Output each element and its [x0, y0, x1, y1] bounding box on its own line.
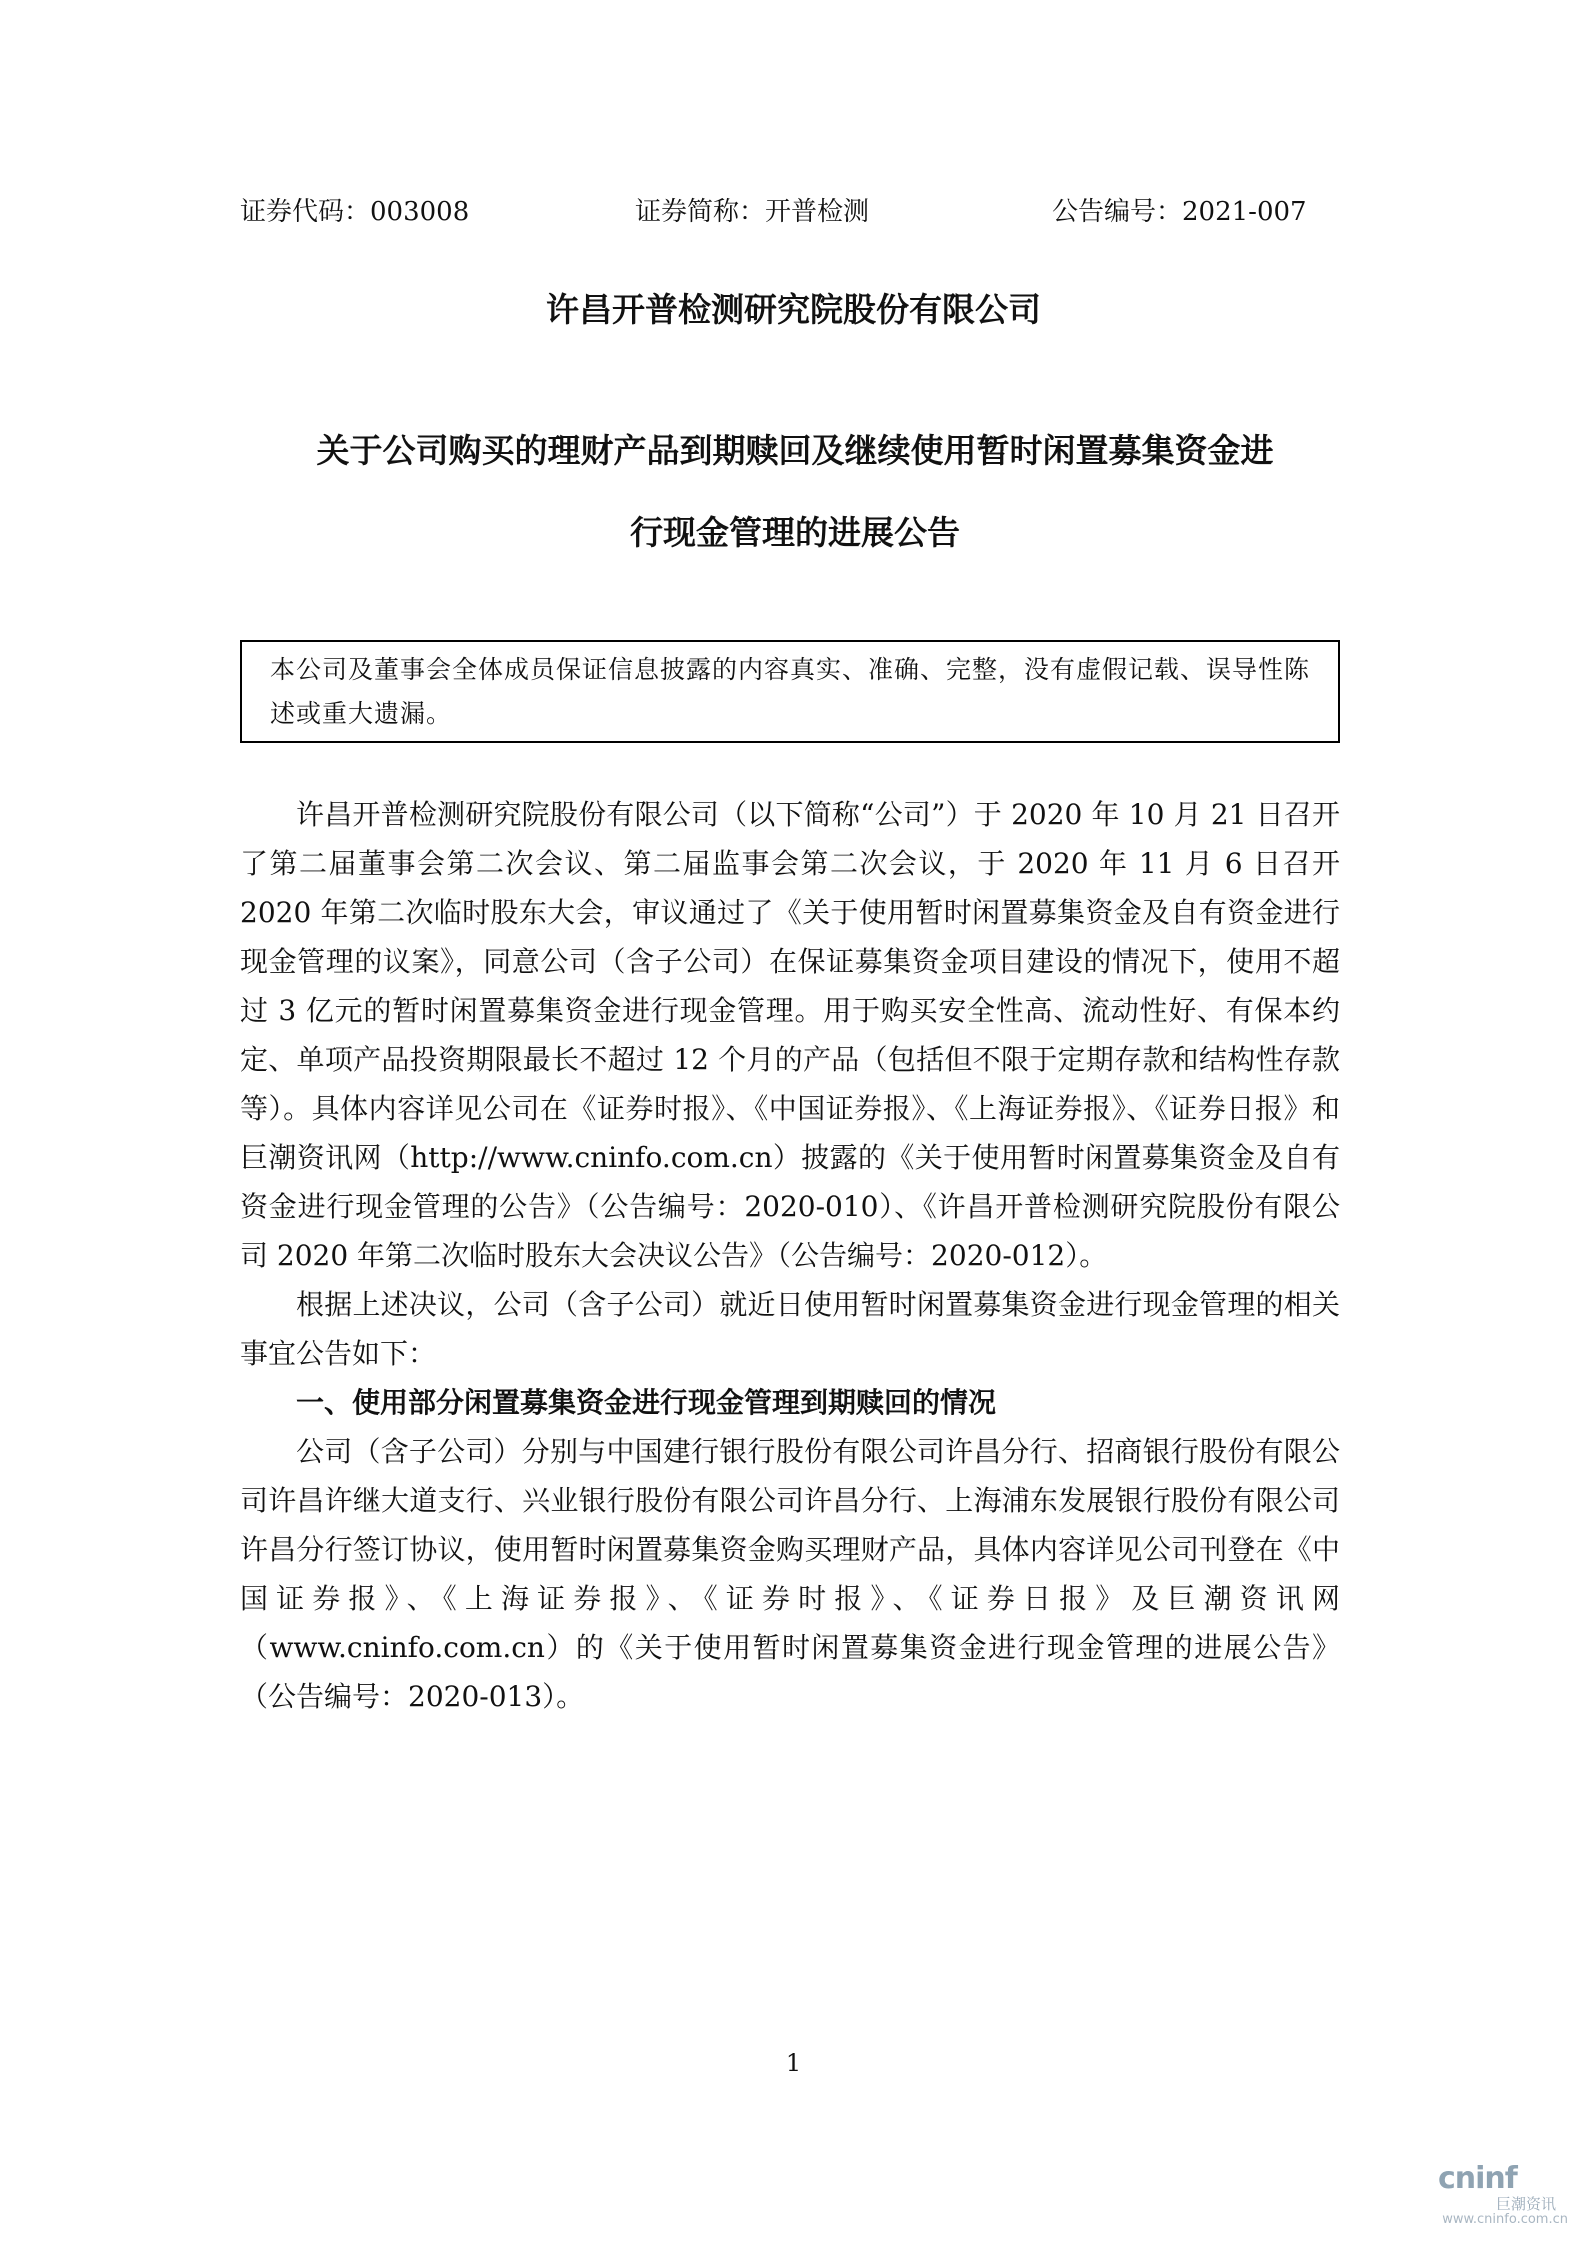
document-title	[240, 410, 1350, 574]
document-title-line-2: 行现金管理的进展公告	[630, 513, 960, 552]
company-title: 许昌开普检测研究院股份有限公司	[546, 290, 1041, 329]
securities-code: 证券代码：003008	[240, 197, 470, 227]
cninfo-watermark	[1438, 2162, 1570, 2228]
body-paragraph: 许昌开普检测研究院股份有限公司（以下简称“公司”）于 2020 年 10 月 21 日召开了第二届董事会第二次会议、第二届监事会第二次会议，于 2020 年 11 月 6 日召开 2020 年第二次临时股东大会，审议通过了《关于使用暂时闲置募集资金及自有资金进行现金管理的议案》，同意公司（含子公司）在保证募集资金项目建设的情况下，使用不超过 3 亿元的暂时闲置募集资金进行现金管理。用于购买安全性高、流动性好、有保本约定、单项产品投资期限最长不超过 12 个月的产品（包括但不限于定期存款和结构性存款等）。具体内容详见公司在《证券时报》、《中国证券报》、《上海证券报》、《证券日报》和巨潮资讯网（http://www.cninfo.com.cn）披露的《关于使用暂时闲置募集资金及自有资金进行现金管理的公告》（公告编号：2020-010）、《许昌开普检测研究院股份有限公司 2020 年第二次临时股东大会决议公告》（公告编号：2020-012）。	[240, 798, 1340, 1272]
securities-short-name: 证券简称：开普检测	[635, 197, 870, 227]
body-paragraph: 根据上述决议，公司（含子公司）就近日使用暂时闲置募集资金进行现金管理的相关事宜公告如下：	[240, 1288, 1340, 1370]
cninfo-logo-text: cninf	[1438, 2161, 1517, 2196]
body-paragraph: 公司（含子公司）分别与中国建行银行股份有限公司许昌分行、招商银行股份有限公司许昌许继大道支行、兴业银行股份有限公司许昌分行、上海浦东发展银行股份有限公司许昌分行签订协议，使用暂时闲置募集资金购买理财产品，具体内容详见公司刊登在《中国证券报》、《上海证券报》、《证券时报》、《证券日报》及巨潮资讯网（www.cninfo.com.cn）的《关于使用暂时闲置募集资金进行现金管理的进展公告》（公告编号：2020-013）。	[240, 1435, 1340, 1713]
section-heading: 一、使用部分闲置募集资金进行现金管理到期赎回的情况	[296, 1386, 997, 1419]
document-body	[240, 790, 1340, 1721]
page-number: 1	[785, 2049, 802, 2077]
cninfo-logo-url: www.cninfo.com.cn	[1442, 2212, 1568, 2227]
disclaimer-box	[240, 640, 1340, 743]
disclaimer-text: 本公司及董事会全体成员保证信息披露的内容真实、准确、完整，没有虚假记载、误导性陈述或重大遗漏。	[270, 655, 1311, 728]
notice-number: 公告编号：2021-007	[1052, 197, 1307, 227]
cninfo-logo-name: 巨潮资讯	[1495, 2195, 1556, 2213]
document-title-line-1: 关于公司购买的理财产品到期赎回及继续使用暂时闲置募集资金进	[316, 431, 1274, 470]
document-header	[240, 192, 1307, 232]
